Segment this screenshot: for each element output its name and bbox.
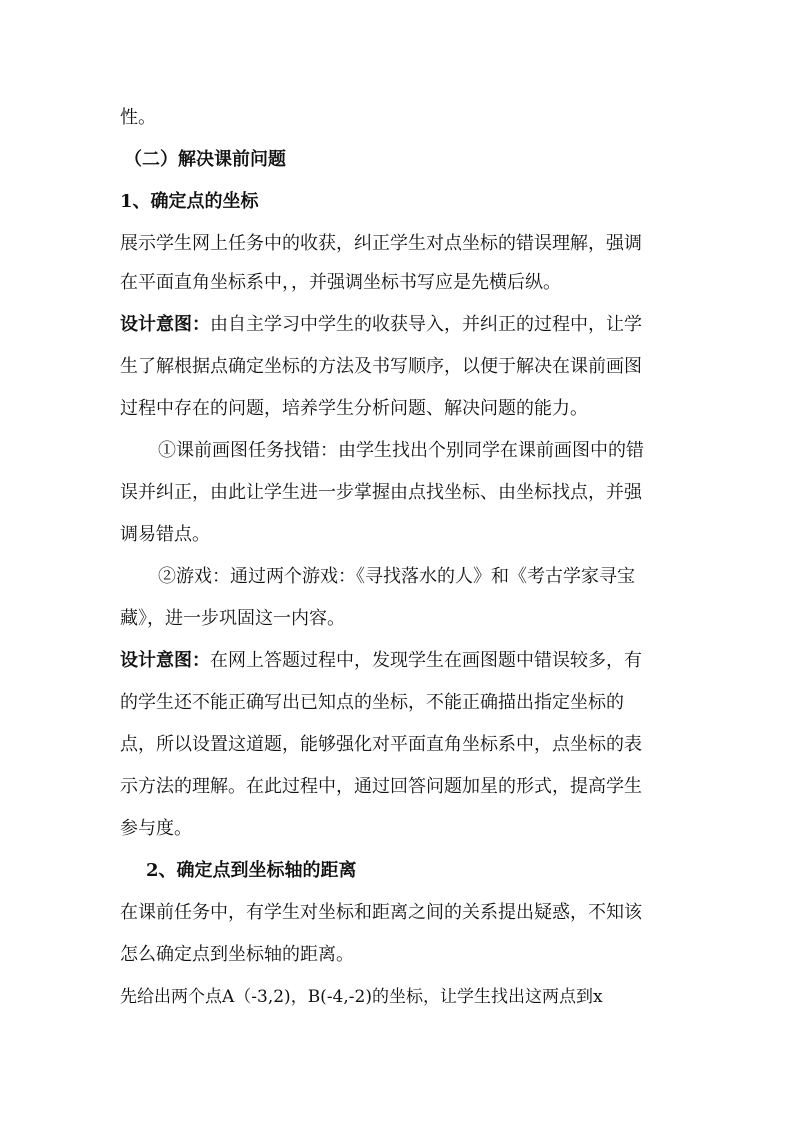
paragraph-line: 参与度。	[120, 818, 192, 839]
paragraph-line: 点，所以设置这道题，能够强化对平面直角坐标系中，点坐标的表	[120, 734, 642, 755]
paragraph-line: ②游戏：通过两个游戏：《寻找落水的人》和《考古学家寻宝	[158, 566, 635, 587]
paragraph-line: 先给出两个点A（-3,2)，B(-4,-2)的坐标，让学生找出这两点到x	[120, 987, 603, 1007]
paragraph-line: 过程中存在的问题，培养学生分析问题、解决问题的能力。	[120, 398, 588, 419]
design-intent-label: 设计意图：	[120, 650, 210, 671]
paragraph-line: 的学生还不能正确写出已知点的坐标，不能正确描出指定坐标的	[120, 692, 624, 713]
paragraph-line: 生了解根据点确定坐标的方法及书写顺序，以便于解决在课前画图	[120, 356, 642, 377]
subsection-heading: 1、确定点的坐标	[120, 191, 259, 212]
paragraph-line: 示方法的理解。在此过程中，通过回答问题加星的形式，提高学生	[120, 776, 642, 797]
paragraph-line: 展示学生网上任务中的收获，纠正学生对点坐标的错误理解，强调	[120, 233, 642, 254]
design-intent-line: 设计意图：在网上答题过程中，发现学生在画图题中错误较多，有	[120, 650, 642, 671]
paragraph-line: ①课前画图任务找错：由学生找出个别同学在课前画图中的错	[158, 440, 644, 461]
paragraph-line: 在课前任务中，有学生对坐标和距离之间的关系提出疑惑，不知该	[120, 902, 642, 923]
paragraph-line: 误并纠正，由此让学生进一步掌握由点找坐标、由坐标找点，并强	[120, 482, 642, 503]
paragraph-line: 性。	[120, 107, 156, 128]
paragraph-line: 调易错点。	[120, 524, 210, 545]
paragraph-line: 藏》，进一步巩固这一内容。	[120, 608, 345, 629]
design-intent-line: 设计意图：由自主学习中学生的收获导入，并纠正的过程中，让学	[120, 314, 642, 335]
section-heading: （二）解决课前问题	[124, 149, 286, 170]
paragraph-line: 在平面直角坐标系中，，并强调坐标书写应是先横后纵。	[120, 272, 561, 293]
paragraph-line: 怎么确定点到坐标轴的距离。	[120, 944, 354, 965]
subsection-heading: 2、确定点到坐标轴的距离	[146, 860, 357, 881]
design-intent-label: 设计意图：	[120, 314, 210, 335]
